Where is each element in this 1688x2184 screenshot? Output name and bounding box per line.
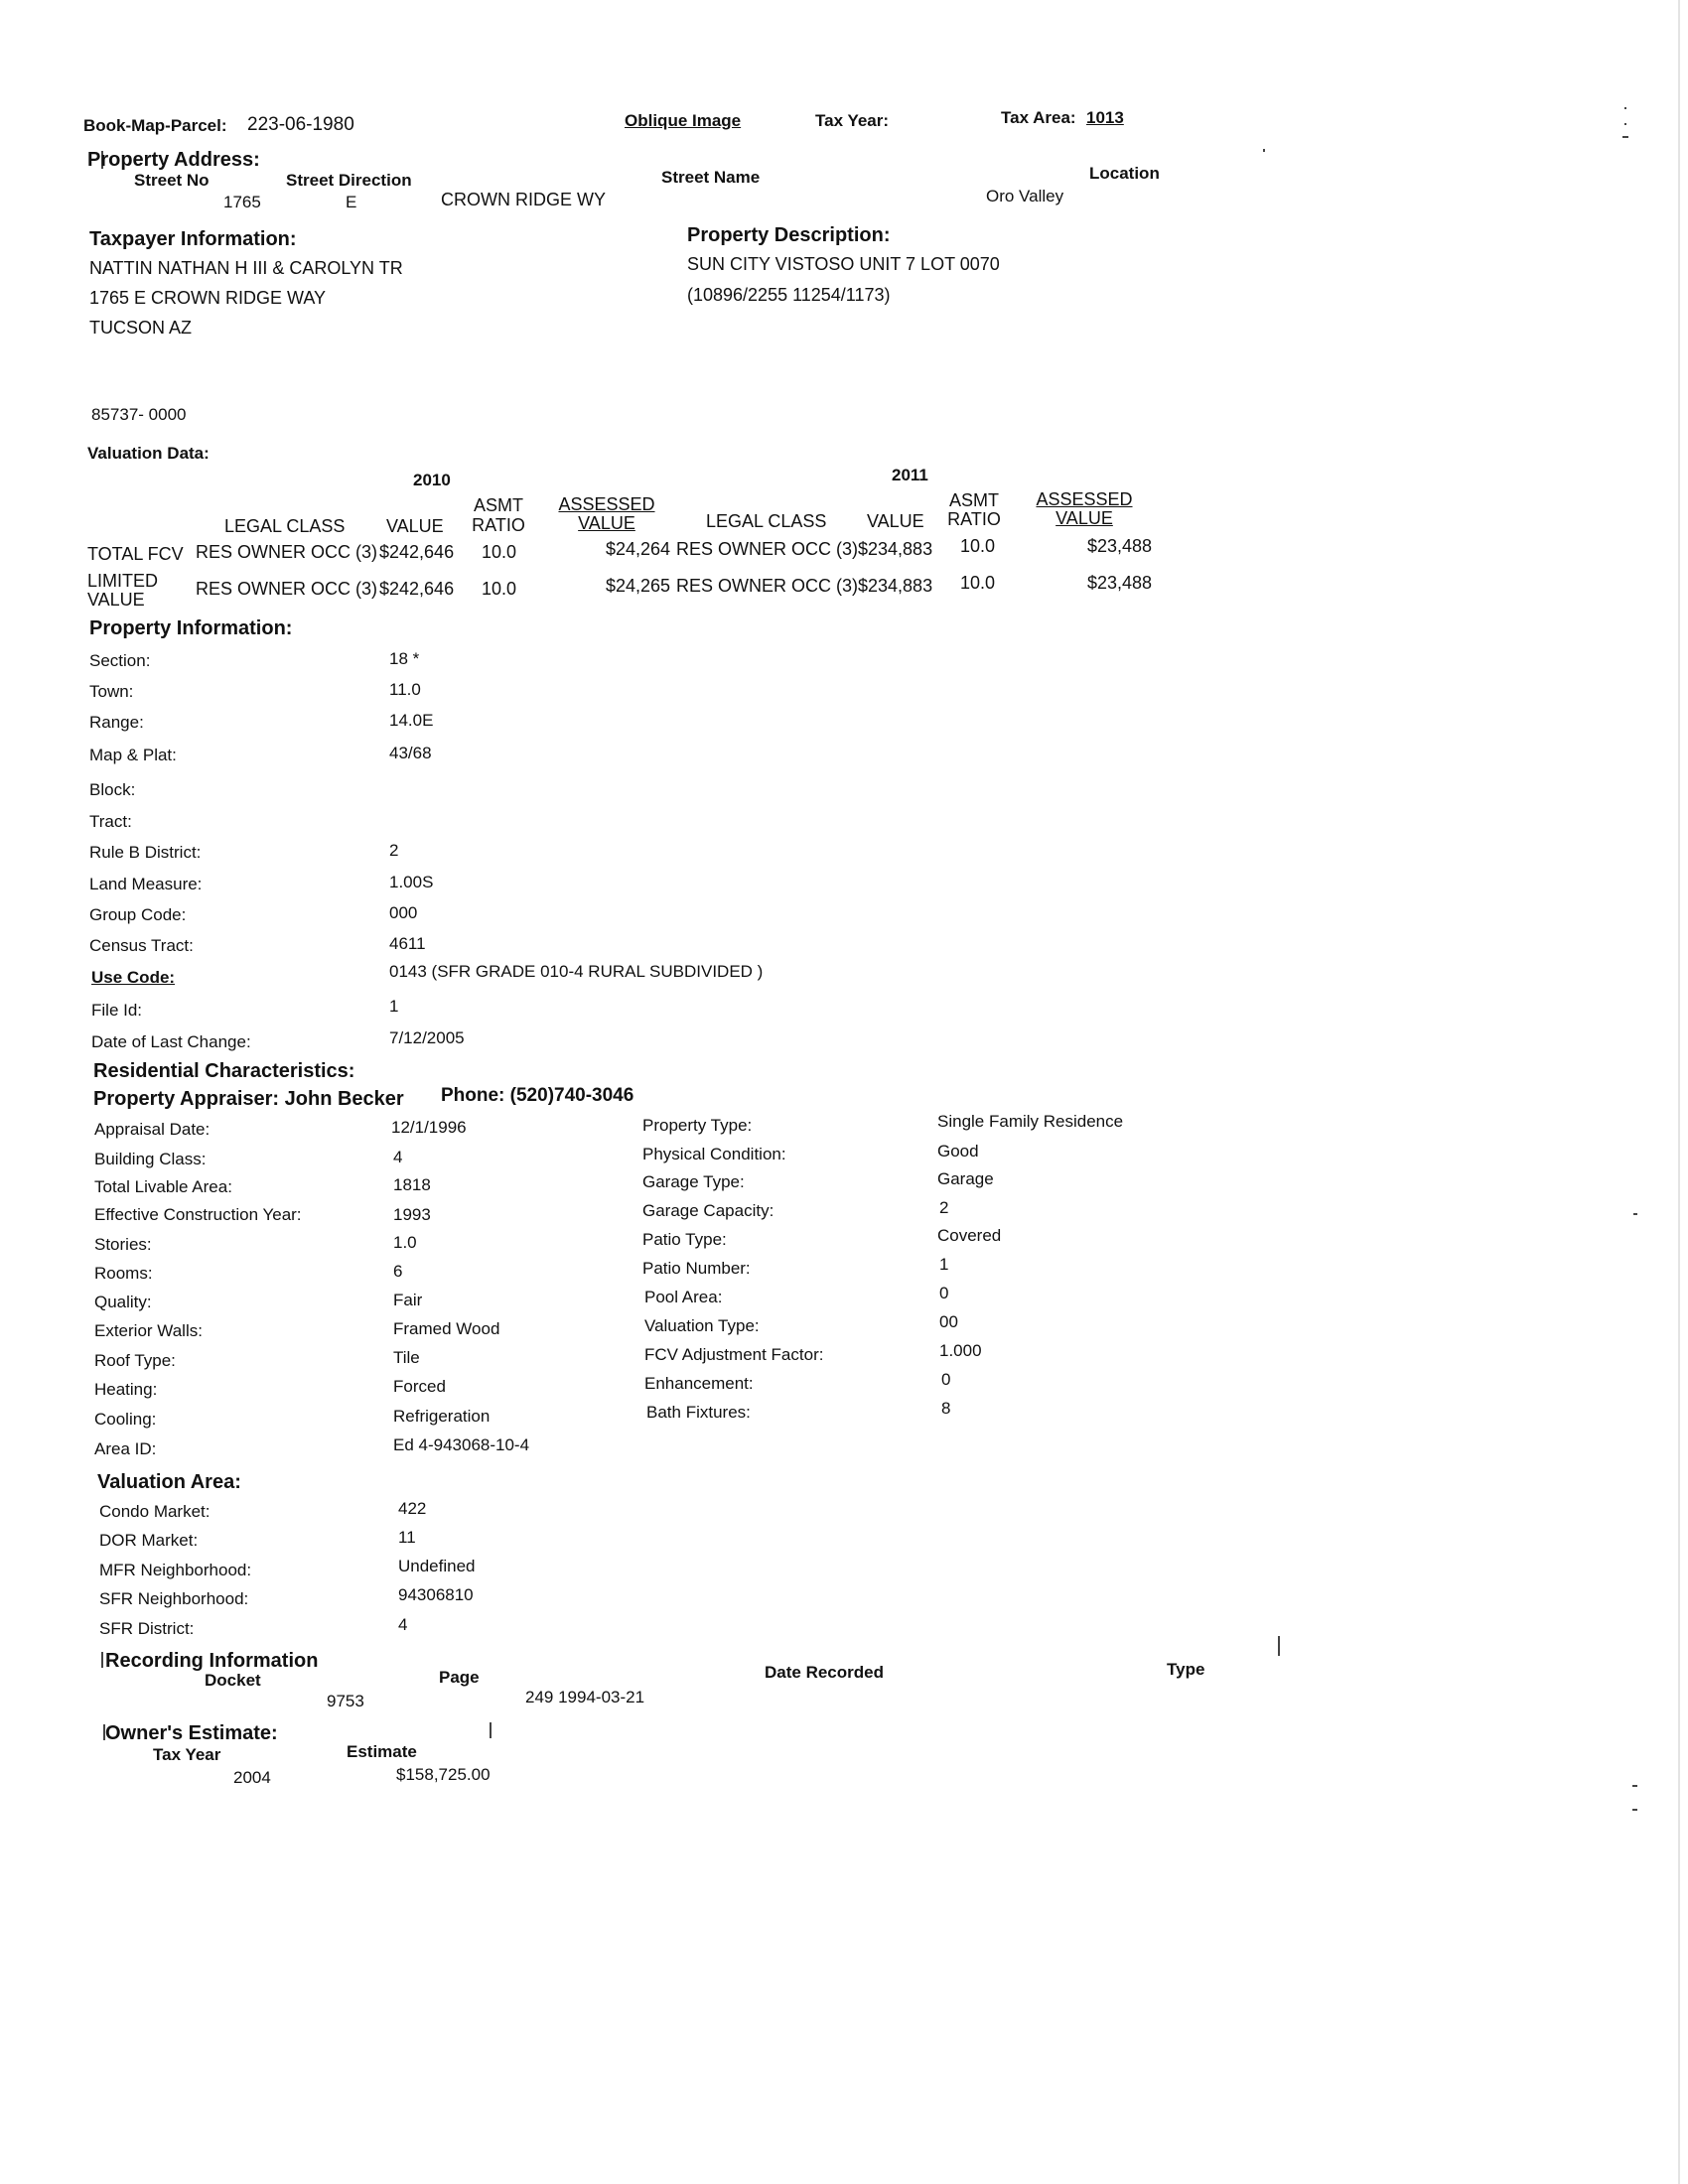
- book-map-parcel-value: 223-06-1980: [247, 114, 354, 135]
- scan-edge-line: [1678, 0, 1680, 2184]
- cooling-label: Cooling:: [94, 1410, 157, 1429]
- scan-speck: [1632, 1809, 1637, 1811]
- quality-label: Quality:: [94, 1293, 152, 1311]
- stories-label: Stories:: [94, 1235, 152, 1254]
- section-value: 18 *: [389, 649, 420, 668]
- ratio-header-2010: RATIO: [472, 515, 525, 535]
- tax-year-label: Tax Year:: [815, 111, 890, 130]
- patio-number-value: 1: [939, 1255, 949, 1274]
- town-label: Town:: [89, 682, 134, 701]
- tax-area-link[interactable]: 1013: [1086, 108, 1124, 127]
- asmt-ratio-2011: 10.0: [960, 536, 996, 556]
- docket-header: Docket: [205, 1671, 261, 1690]
- type-header: Type: [1167, 1660, 1205, 1679]
- property-type-value: Single Family Residence: [937, 1112, 1124, 1131]
- ratio-header-2011: RATIO: [947, 509, 1001, 529]
- pool-area-value: 0: [939, 1284, 949, 1302]
- map-plat-value: 43/68: [389, 744, 432, 762]
- scan-speck: [1622, 136, 1628, 138]
- asmt-header-2011: ASMT: [948, 490, 999, 510]
- scan-speck: [1263, 149, 1265, 152]
- legal-class-header-2011: LEGAL CLASS: [706, 511, 827, 531]
- assessed-header-2010: ASSESSED: [558, 494, 655, 514]
- legal-class-2011: RES OWNER OCC (3): [676, 539, 859, 559]
- valuation-data-title: Valuation Data:: [87, 444, 210, 463]
- total-livable-area-label: Total Livable Area:: [94, 1177, 232, 1196]
- garage-capacity-label: Garage Capacity:: [642, 1201, 774, 1220]
- legal-class-header-2010: LEGAL CLASS: [224, 516, 346, 536]
- building-class-value: 4: [393, 1148, 403, 1166]
- street-direction-value: E: [346, 193, 357, 211]
- oblique-image-link[interactable]: Oblique Image: [625, 111, 742, 130]
- value-header-2010: VALUE: [386, 516, 444, 536]
- value-2010: $242,646: [379, 579, 455, 599]
- value-header-2011: VALUE: [867, 511, 924, 531]
- property-type-label: Property Type:: [642, 1116, 753, 1135]
- street-name-value: CROWN RIDGE WY: [441, 190, 606, 209]
- valuation-row-label: LIMITED: [87, 571, 159, 591]
- sfr-neighborhood-value: 94306810: [398, 1585, 474, 1604]
- recording-information-title: Recording Information: [105, 1650, 319, 1672]
- scan-speck: [490, 1722, 492, 1738]
- valuation-type-value: 00: [939, 1312, 958, 1331]
- valuation-type-label: Valuation Type:: [644, 1316, 760, 1335]
- patio-number-label: Patio Number:: [642, 1259, 751, 1278]
- tract-label: Tract:: [89, 812, 132, 831]
- land-measure-label: Land Measure:: [89, 875, 203, 893]
- assessed-value-2011: $23,488: [1087, 536, 1153, 556]
- enhancement-value: 0: [941, 1370, 951, 1389]
- stories-value: 1.0: [393, 1233, 417, 1252]
- scan-speck: [1278, 1636, 1280, 1656]
- garage-type-value: Garage: [937, 1169, 994, 1188]
- page-header: Page: [439, 1668, 480, 1687]
- quality-value: Fair: [393, 1291, 423, 1309]
- bath-fixtures-value: 8: [941, 1399, 951, 1418]
- valuation-year-2011: 2011: [892, 466, 928, 484]
- rule-b-district-value: 2: [389, 841, 399, 860]
- assessed-value-header-2010: VALUE: [578, 513, 635, 533]
- fcv-adjustment-factor-label: FCV Adjustment Factor:: [644, 1345, 824, 1364]
- scan-speck: [1624, 107, 1626, 109]
- census-tract-label: Census Tract:: [89, 936, 194, 955]
- appraisal-date-value: 12/1/1996: [391, 1118, 467, 1137]
- exterior-walls-label: Exterior Walls:: [94, 1321, 203, 1340]
- town-value: 11.0: [389, 680, 421, 699]
- property-address-title: Property Address:: [87, 149, 260, 171]
- dor-market-value: 11: [398, 1528, 416, 1547]
- garage-capacity-value: 2: [939, 1198, 949, 1217]
- asmt-ratio-2010: 10.0: [482, 542, 517, 562]
- appraiser-phone: Phone: (520)740-3046: [441, 1085, 634, 1106]
- estimate-tax-year-value: 2004: [233, 1768, 271, 1787]
- section-label: Section:: [89, 651, 151, 670]
- mfr-neighborhood-value: Undefined: [398, 1557, 476, 1575]
- date-of-last-change-label: Date of Last Change:: [91, 1032, 251, 1051]
- range-label: Range:: [89, 713, 144, 732]
- range-value: 14.0E: [389, 711, 434, 730]
- assessed-value-header-2011: VALUE: [1055, 508, 1113, 528]
- effective-construction-year-label: Effective Construction Year:: [94, 1205, 302, 1224]
- asmt-ratio-2011: 10.0: [960, 573, 996, 593]
- taxpayer-zip: 85737- 0000: [91, 405, 187, 424]
- effective-construction-year-value: 1993: [393, 1205, 431, 1224]
- building-class-label: Building Class:: [94, 1150, 207, 1168]
- bath-fixtures-label: Bath Fixtures:: [646, 1403, 751, 1422]
- book-map-parcel-label: Book-Map-Parcel:: [83, 116, 227, 135]
- condo-market-value: 422: [398, 1499, 427, 1518]
- exterior-walls-value: Framed Wood: [393, 1319, 500, 1338]
- rule-b-district-label: Rule B District:: [89, 843, 202, 862]
- street-no-value: 1765: [223, 193, 261, 211]
- land-measure-value: 1.00S: [389, 873, 434, 891]
- use-code-link[interactable]: Use Code:: [91, 968, 176, 987]
- legal-class-2010: RES OWNER OCC (3): [196, 542, 378, 562]
- asmt-ratio-2010: 10.0: [482, 579, 517, 599]
- sfr-district-value: 4: [398, 1615, 408, 1634]
- total-livable-area-value: 1818: [393, 1175, 431, 1194]
- tax-year-header: Tax Year: [153, 1745, 221, 1764]
- area-id-value: Ed 4-943068-10-4: [393, 1435, 530, 1454]
- garage-type-label: Garage Type:: [642, 1172, 745, 1191]
- sfr-district-label: SFR District:: [99, 1619, 195, 1638]
- date-recorded-header: Date Recorded: [765, 1663, 884, 1682]
- dor-market-label: DOR Market:: [99, 1531, 199, 1550]
- fcv-adjustment-factor-value: 1.000: [939, 1341, 982, 1360]
- file-id-value: 1: [389, 997, 399, 1016]
- rooms-value: 6: [393, 1262, 403, 1281]
- taxpayer-info-title: Taxpayer Information:: [89, 228, 297, 250]
- tax-area-label: Tax Area:: [1001, 108, 1076, 127]
- assessed-value-2010: $24,265: [606, 576, 671, 596]
- estimate-value: $158,725.00: [396, 1765, 491, 1784]
- taxpayer-line-2: 1765 E CROWN RIDGE WAY: [89, 288, 327, 308]
- street-no-label: Street No: [134, 171, 210, 190]
- property-appraiser: Property Appraiser: John Becker: [93, 1088, 404, 1110]
- property-description-title: Property Description:: [687, 224, 891, 246]
- use-code-value: 0143 (SFR GRADE 010-4 RURAL SUBDIVIDED ): [389, 962, 764, 981]
- physical-condition-value: Good: [937, 1142, 979, 1160]
- location-label: Location: [1089, 164, 1160, 183]
- value-2011: $234,883: [858, 576, 933, 596]
- census-tract-value: 4611: [389, 934, 426, 953]
- enhancement-label: Enhancement:: [644, 1374, 754, 1393]
- mfr-neighborhood-label: MFR Neighborhood:: [99, 1561, 252, 1579]
- area-id-label: Area ID:: [94, 1439, 157, 1458]
- property-description-line-1: SUN CITY VISTOSO UNIT 7 LOT 0070: [687, 254, 1000, 274]
- residential-characteristics-title: Residential Characteristics:: [93, 1060, 355, 1082]
- heating-value: Forced: [393, 1377, 446, 1396]
- appraisal-date-label: Appraisal Date:: [94, 1120, 211, 1139]
- valuation-area-title: Valuation Area:: [97, 1471, 241, 1493]
- roof-type-value: Tile: [393, 1348, 420, 1367]
- taxpayer-line-3: TUCSON AZ: [89, 318, 193, 338]
- pool-area-label: Pool Area:: [644, 1288, 723, 1306]
- location-value: Oro Valley: [986, 187, 1064, 205]
- street-name-label: Street Name: [661, 168, 761, 187]
- cooling-value: Refrigeration: [393, 1407, 491, 1426]
- scan-speck: [101, 1652, 103, 1668]
- legal-class-2010: RES OWNER OCC (3): [196, 579, 378, 599]
- property-information-title: Property Information:: [89, 617, 293, 639]
- scan-speck: [1624, 123, 1626, 125]
- rooms-label: Rooms:: [94, 1264, 153, 1283]
- assessed-value-2011: $23,488: [1087, 573, 1153, 593]
- scan-speck: [1632, 1785, 1637, 1787]
- estimate-header: Estimate: [347, 1742, 417, 1761]
- condo-market-label: Condo Market:: [99, 1502, 211, 1521]
- valuation-row-label-2: VALUE: [87, 590, 145, 610]
- taxpayer-line-1: NATTIN NATHAN H III & CAROLYN TR: [89, 258, 403, 278]
- legal-class-2011: RES OWNER OCC (3): [676, 576, 859, 596]
- valuation-row-label: TOTAL FCV: [87, 544, 184, 564]
- scan-speck: [1633, 1213, 1637, 1215]
- roof-type-label: Roof Type:: [94, 1351, 176, 1370]
- street-direction-label: Street Direction: [286, 171, 412, 190]
- physical-condition-label: Physical Condition:: [642, 1145, 786, 1163]
- property-description-line-2: (10896/2255 11254/1173): [687, 285, 891, 305]
- docket-value: 9753: [327, 1692, 364, 1710]
- file-id-label: File Id:: [91, 1001, 143, 1020]
- group-code-value: 000: [389, 903, 418, 922]
- owners-estimate-title: Owner's Estimate:: [105, 1722, 278, 1744]
- map-plat-label: Map & Plat:: [89, 746, 177, 764]
- value-2011: $234,883: [858, 539, 933, 559]
- assessed-header-2011: ASSESSED: [1036, 489, 1133, 509]
- assessed-value-2010: $24,264: [606, 539, 671, 559]
- heating-label: Heating:: [94, 1380, 158, 1399]
- valuation-year-2010: 2010: [413, 471, 451, 489]
- patio-type-label: Patio Type:: [642, 1230, 727, 1249]
- value-2010: $242,646: [379, 542, 455, 562]
- group-code-label: Group Code:: [89, 905, 187, 924]
- date-of-last-change-value: 7/12/2005: [389, 1028, 465, 1047]
- patio-type-value: Covered: [937, 1226, 1002, 1245]
- asmt-header-2010: ASMT: [473, 495, 523, 515]
- block-label: Block:: [89, 780, 136, 799]
- page-date-value: 249 1994-03-21: [525, 1688, 645, 1706]
- sfr-neighborhood-label: SFR Neighborhood:: [99, 1589, 249, 1608]
